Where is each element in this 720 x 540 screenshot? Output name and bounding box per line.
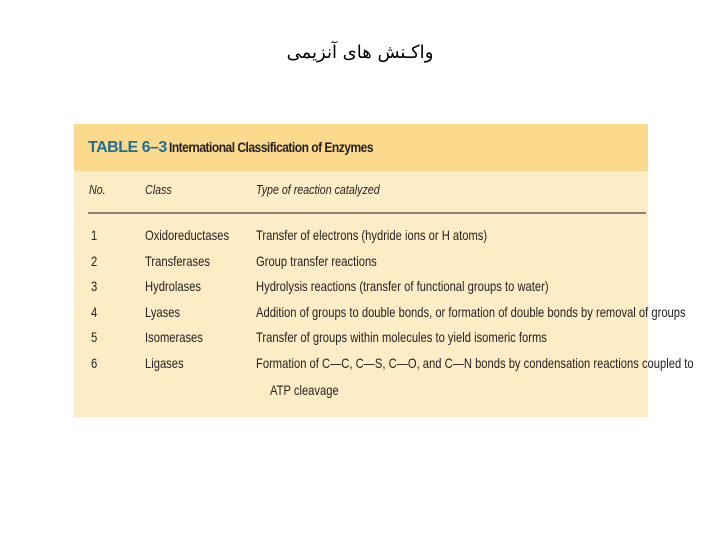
- row-6-no: 6: [91, 355, 98, 371]
- row-5-class: Isomerases: [145, 329, 203, 345]
- row-2-reaction: Group transfer reactions: [256, 253, 377, 269]
- row-3-reaction: Hydrolysis reactions (transfer of functional groups to water): [256, 278, 549, 294]
- row-2-class: Transferases: [145, 253, 210, 269]
- row-2-no: 2: [91, 253, 98, 269]
- column-header-class: Class: [145, 182, 172, 197]
- row-3-no: 3: [91, 278, 98, 294]
- column-header-reaction: Type of reaction catalyzed: [256, 182, 380, 197]
- column-header-no: No.: [89, 182, 106, 197]
- row-1-no: 1: [91, 227, 98, 243]
- row-4-reaction: Addition of groups to double bonds, or formation of double bonds by removal of groups: [256, 304, 686, 320]
- row-4-class: Lyases: [145, 304, 181, 320]
- slide-title: واکـنش های آنزیمی: [286, 42, 434, 63]
- row-6-class: Ligases: [145, 355, 184, 371]
- row-3-class: Hydrolases: [145, 278, 202, 294]
- row-6-reaction: Formation of C—C, C—S, C—O, and C—N bonds by condensation reactions coupled to: [256, 355, 694, 371]
- table-caption: International Classification of Enzymes: [169, 139, 374, 155]
- row-5-no: 5: [91, 329, 98, 345]
- row-1-class: Oxidoreductases: [145, 227, 230, 243]
- row-6-reaction-continued: ATP cleavage: [270, 382, 339, 398]
- row-1-reaction: Transfer of electrons (hydride ions or H atoms): [256, 227, 488, 243]
- enzyme-classification-table: [74, 124, 694, 417]
- table-label: TABLE 6–3: [88, 139, 167, 156]
- row-5-reaction: Transfer of groups within molecules to yield isomeric forms: [256, 329, 547, 345]
- header-rule: [88, 212, 646, 214]
- table-header-band: [74, 124, 648, 171]
- row-4-no: 4: [91, 304, 98, 320]
